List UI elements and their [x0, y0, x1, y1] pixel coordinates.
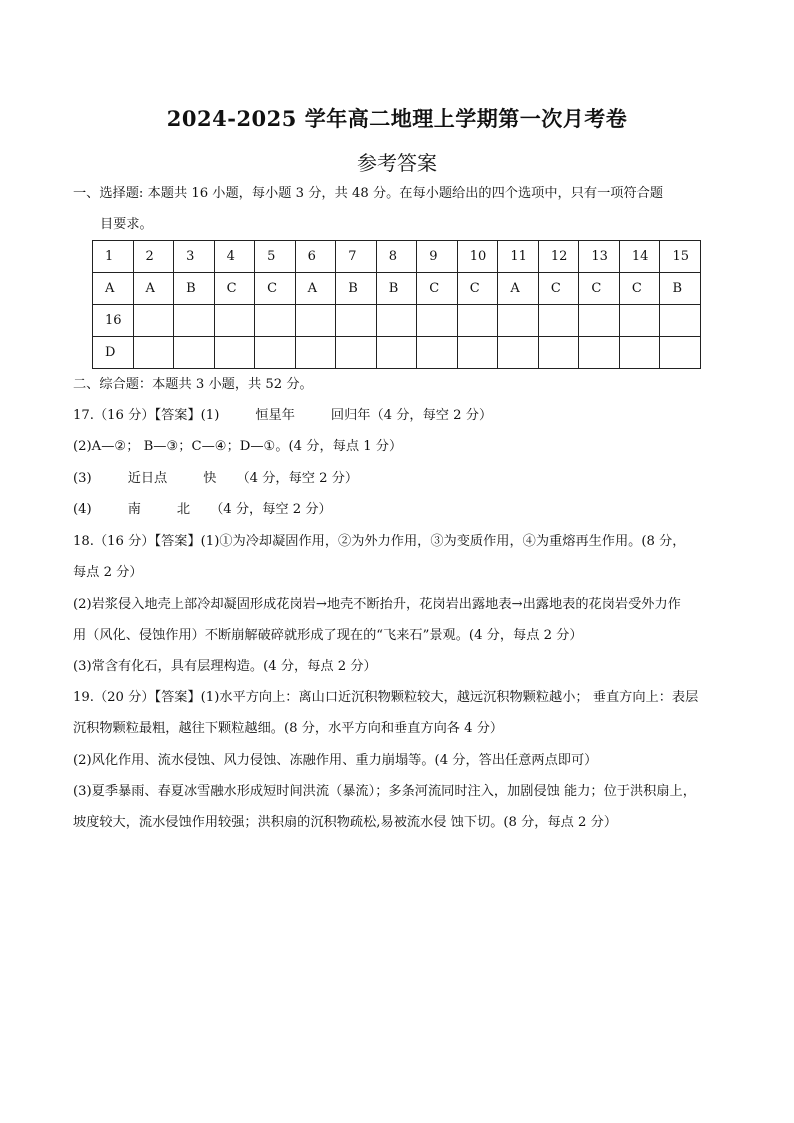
q17-part4 — [73, 501, 733, 519]
question-number-cell: 7 — [336, 241, 377, 273]
answer-cell — [619, 337, 660, 369]
question-number-cell — [214, 305, 255, 337]
question-number-cell: 6 — [295, 241, 336, 273]
question-number-cell: 4 — [214, 241, 255, 273]
question-number-cell — [255, 305, 296, 337]
question-number-cell: 12 — [538, 241, 579, 273]
page-subtitle: 参考答案 — [357, 151, 437, 175]
question-number-cell: 10 — [457, 241, 498, 273]
q17-part3 — [73, 470, 733, 488]
table-row-answers-2 — [93, 337, 701, 369]
q18-line2: 每点 2 分） — [73, 565, 143, 580]
q17-head: 17.（16 分）【答案】(1) — [73, 408, 220, 423]
question-number-cell: 2 — [133, 241, 174, 273]
table-row-numbers-2 — [93, 305, 701, 337]
question-number-cell — [660, 305, 701, 337]
q17-part3-answer-1: 近日点 — [127, 471, 168, 486]
q17-part4-answer-2: 北 — [176, 502, 191, 517]
answer-cell — [376, 337, 417, 369]
q17-part2: (2)A—②； B—③；C—④；D—①。(4 分，每点 1 分） — [73, 439, 403, 454]
question-number-cell — [295, 305, 336, 337]
answer-cell: A — [498, 273, 539, 305]
section2-intro: 二、综合题：本题共 3 小题，共 52 分。 — [73, 377, 313, 392]
q19-line4: (3)夏季暴雨、春夏冰雪融水形成短时间洪流（暴流）；多条河流同时注入，加剧侵蚀 能力；位于洪积扇上， — [73, 784, 696, 799]
q17-score-1: （4 分，每空 2 分） — [370, 408, 493, 423]
question-number-cell: 5 — [255, 241, 296, 273]
answer-cell — [579, 337, 620, 369]
q18-line4: 用（风化、侵蚀作用）不断崩解破碎就形成了现在的“飞来石”景观。(4 分，每点 2 分） — [73, 628, 583, 643]
answer-cell: B — [660, 273, 701, 305]
answer-cell — [214, 337, 255, 369]
answer-cell: A — [295, 273, 336, 305]
table-row-numbers-1 — [93, 241, 701, 273]
table-row-answers-1 — [93, 273, 701, 305]
q19-line5: 坡度较大，流水侵蚀作用较强；洪积扇的沉积物疏松,易被流水侵 蚀下切。(8 分，每点 2 分） — [73, 815, 618, 830]
q18-line1: 18.（16 分）【答案】(1)①为冷却凝固作用，②为外力作用，③为变质作用，④为重熔再生作用。(8 分， — [73, 534, 686, 549]
q19-line3: (2)风化作用、流水侵蚀、风力侵蚀、冻融作用、重力崩塌等。(4 分，答出任意两点即可） — [73, 753, 598, 768]
q17-answer-1: 恒星年 — [255, 408, 295, 423]
q17-part3-answer-2: 快 — [203, 471, 217, 486]
answer-cell — [498, 337, 539, 369]
question-number-cell — [376, 305, 417, 337]
q19-line1: 19.（20 分）【答案】(1)水平方向上：离山口近沉积物颗粒较大，越远沉积物颗粒越小； 垂直方向上：表层 — [73, 690, 699, 705]
q17-part4-label: (4) — [73, 502, 92, 517]
question-number-cell — [579, 305, 620, 337]
question-number-cell — [619, 305, 660, 337]
question-number-cell — [538, 305, 579, 337]
answer-table — [92, 240, 701, 369]
q19-line2: 沉积物颗粒最粗，越往下颗粒越细。(8 分，水平方向和垂直方向各 4 分） — [73, 721, 504, 736]
question-number-cell — [133, 305, 174, 337]
answer-cell — [336, 337, 377, 369]
answer-cell — [660, 337, 701, 369]
answer-cell — [538, 337, 579, 369]
section1-intro-line2: 目要求。 — [100, 217, 153, 232]
answer-cell: B — [174, 273, 215, 305]
answer-cell: C — [417, 273, 458, 305]
answer-cell: C — [579, 273, 620, 305]
question-number-cell: 9 — [417, 241, 458, 273]
q18-line5: (3)常含有化石，具有层理构造。(4 分，每点 2 分） — [73, 659, 377, 674]
answer-cell — [255, 337, 296, 369]
answer-cell: C — [538, 273, 579, 305]
question-number-cell — [417, 305, 458, 337]
question-number-cell: 16 — [93, 305, 134, 337]
answer-cell — [174, 337, 215, 369]
answer-cell — [417, 337, 458, 369]
answer-cell: C — [619, 273, 660, 305]
answer-cell — [295, 337, 336, 369]
question-number-cell: 1 — [93, 241, 134, 273]
page-title: 2024-2025 学年高二地理上学期第一次月考卷 — [166, 106, 628, 131]
question-number-cell — [498, 305, 539, 337]
answer-cell: A — [133, 273, 174, 305]
question-number-cell — [457, 305, 498, 337]
answer-cell: C — [457, 273, 498, 305]
answer-cell — [133, 337, 174, 369]
q17-part3-label: (3) — [73, 471, 92, 486]
q18-line3: (2)岩浆侵入地壳上部冷却凝固形成花岗岩→地壳不断抬升，花岗岩出露地表→出露地表的花岗岩受外力作 — [73, 597, 681, 612]
answer-cell: C — [214, 273, 255, 305]
q17-part3-score: （4 分，每空 2 分） — [236, 471, 359, 486]
q17-part1 — [73, 407, 733, 425]
question-number-cell: 15 — [660, 241, 701, 273]
question-number-cell: 14 — [619, 241, 660, 273]
question-number-cell: 3 — [174, 241, 215, 273]
answer-cell: B — [376, 273, 417, 305]
answer-cell: B — [336, 273, 377, 305]
answer-cell — [457, 337, 498, 369]
question-number-cell: 11 — [498, 241, 539, 273]
q17-answer-2: 回归年 — [330, 408, 371, 423]
answer-cell: D — [93, 337, 134, 369]
question-number-cell: 13 — [579, 241, 620, 273]
question-number-cell — [336, 305, 377, 337]
question-number-cell — [174, 305, 215, 337]
q17-part4-answer-1: 南 — [127, 502, 141, 517]
answer-cell: A — [93, 273, 134, 305]
section1-intro-line1: 一、选择题: 本题共 16 小题，每小题 3 分，共 48 分。在每小题给出的四个选项中，只有一项符合题 — [73, 186, 664, 201]
question-number-cell: 8 — [376, 241, 417, 273]
q17-part4-score: （4 分，每空 2 分） — [210, 502, 332, 517]
answer-cell: C — [255, 273, 296, 305]
